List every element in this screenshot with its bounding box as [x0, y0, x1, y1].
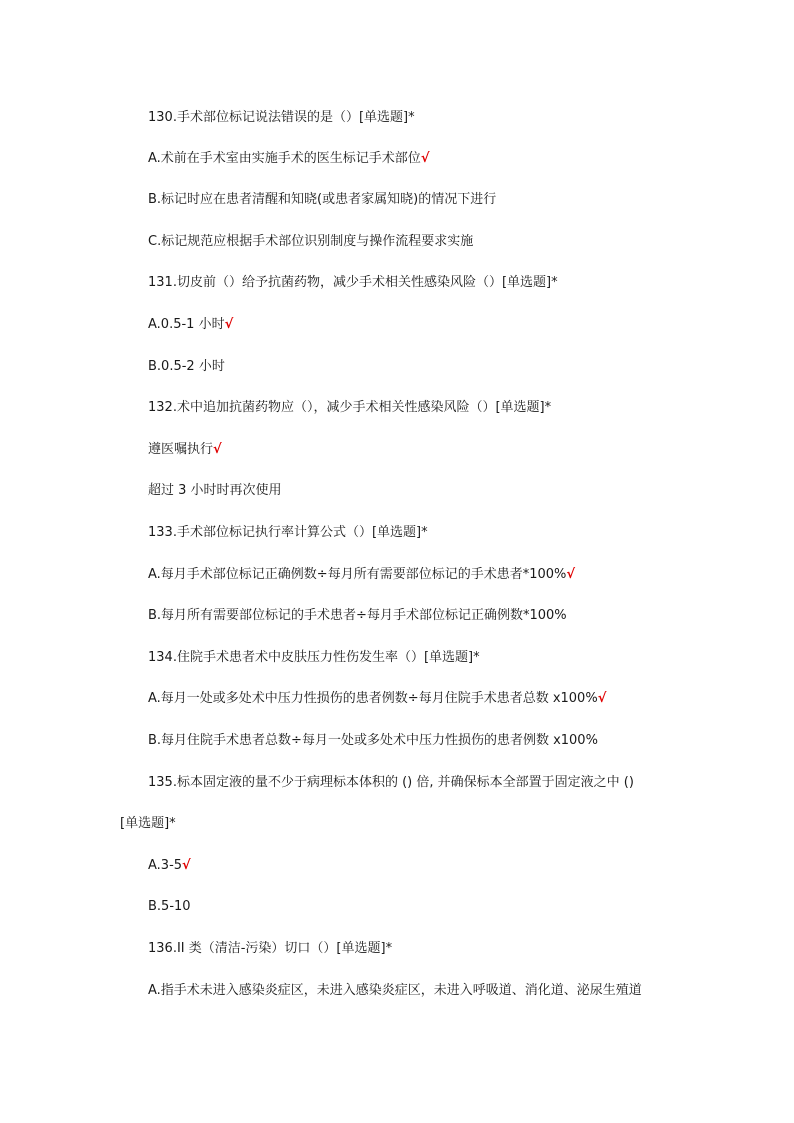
line-text: A.3-5	[148, 858, 183, 873]
line-text: A.指手术未进入感染炎症区，未进入感染炎症区，未进入呼吸道、消化道、泌尿生殖道	[148, 983, 642, 998]
correct-mark: √	[566, 567, 576, 582]
option-135-b	[148, 898, 191, 916]
correct-mark: √	[224, 317, 234, 332]
option-130-c	[148, 233, 473, 251]
line-text: [单选题]*	[120, 816, 176, 831]
line-text: B.5-10	[148, 899, 191, 914]
line-text: B.0.5-2 小时	[148, 359, 225, 374]
correct-mark: √	[182, 858, 191, 873]
line-text: 超过 3 小时时再次使用	[148, 483, 282, 498]
option-134-a	[148, 690, 606, 708]
option-134-b	[148, 732, 598, 750]
option-131-a	[148, 316, 233, 334]
line-text: 133.手术部位标记执行率计算公式（）[单选题]*	[148, 525, 428, 540]
option-132-b	[148, 482, 282, 500]
line-text: 134.住院手术患者术中皮肤压力性伤发生率（）[单选题]*	[148, 650, 480, 665]
correct-mark: √	[597, 691, 607, 706]
line-text: B.每月所有需要部位标记的手术患者÷每月手术部位标记正确例数*100%	[148, 608, 567, 623]
line-text: 132.术中追加抗菌药物应（），减少手术相关性感染风险（）[单选题]*	[148, 400, 552, 415]
line-text: 130.手术部位标记说法错误的是（）[单选题]*	[148, 110, 415, 125]
line-text: 135.标本固定液的量不少于病理标本体积的 () 倍, 并确保标本全部置于固定液之中 ()	[148, 775, 634, 790]
question-131	[148, 274, 558, 292]
line-text: A.术前在手术室由实施手术的医生标记手术部位	[148, 151, 421, 166]
question-130	[148, 109, 415, 127]
option-133-a	[148, 566, 575, 584]
question-133	[148, 524, 428, 542]
line-text: A.每月一处或多处术中压力性损伤的患者例数÷每月住院手术患者总数 x100%	[148, 691, 598, 706]
option-130-a	[148, 150, 429, 168]
question-135-continued	[120, 815, 176, 833]
question-132	[148, 399, 551, 417]
line-text: 136.II 类（清洁-污染）切口（）[单选题]*	[148, 941, 393, 956]
line-text: C.标记规范应根据手术部位识别制度与操作流程要求实施	[148, 234, 474, 249]
option-136-a	[148, 982, 642, 1000]
option-135-a	[148, 857, 191, 875]
line-text: B.标记时应在患者清醒和知晓(或患者家属知晓)的情况下进行	[148, 192, 497, 207]
line-text: 遵医嘱执行	[148, 442, 214, 457]
question-134	[148, 649, 480, 667]
correct-mark: √	[213, 442, 222, 457]
question-135	[148, 774, 634, 792]
option-131-b	[148, 358, 225, 376]
line-text: B.每月住院手术患者总数÷每月一处或多处术中压力性损伤的患者例数 x100%	[148, 733, 598, 748]
line-text: 131.切皮前（）给予抗菌药物，减少手术相关性感染风险（）[单选题]*	[148, 275, 558, 290]
line-text: A.每月手术部位标记正确例数÷每月所有需要部位标记的手术患者*100%	[148, 567, 567, 582]
correct-mark: √	[420, 151, 430, 166]
option-133-b	[148, 607, 567, 625]
option-132-a	[148, 441, 222, 459]
option-130-b	[148, 191, 496, 209]
question-136	[148, 940, 392, 958]
line-text: A.0.5-1 小时	[148, 317, 225, 332]
